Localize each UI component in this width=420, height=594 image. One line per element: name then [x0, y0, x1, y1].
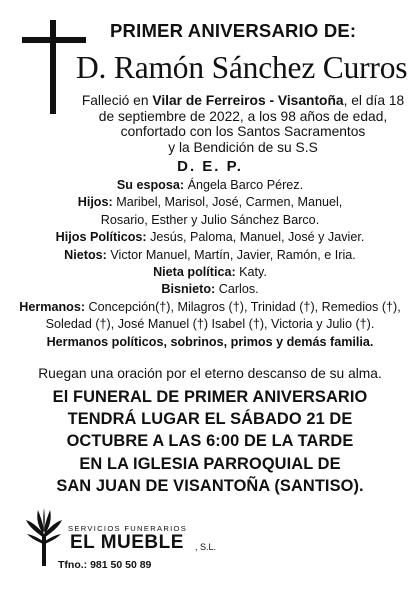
logo-company-name: EL MUEBLE: [70, 532, 184, 553]
family-names: Katy.: [235, 265, 267, 280]
family-names: Concepción(†), Milagros (†), Trinidad (†), Remedios (†),: [85, 299, 401, 314]
place-of-death: Vilar de Ferreiros - Visantoña: [152, 93, 344, 108]
logo-phone: Tfno.: 981 50 50 89: [58, 559, 152, 571]
intro-text: , el día 18: [343, 93, 405, 108]
family-names: Rosario, Esther y Julio Sánchez Barco.: [100, 212, 320, 227]
family-label: Hijos Políticos:: [55, 230, 147, 245]
family-row-hermanos-cont: [8, 316, 412, 333]
family-row-nieta: [8, 264, 412, 281]
family-names: Jesús, Paloma, Manuel, José y Javier.: [146, 230, 365, 245]
prayer-request: Ruegan una oración por el eterno descanso de su alma.: [38, 366, 382, 381]
family-row-nietos: [8, 247, 412, 264]
family-label: Hijos:: [77, 195, 113, 210]
family-names: Soledad (†), José Manuel (†) Isabel (†), Victoria y Julio (†).: [45, 317, 375, 332]
family-row-esposa: [8, 177, 412, 194]
funeral-line: TENDRÁ LUGAR EL SÁBADO 21 DE: [67, 410, 353, 429]
deceased-name: D. Ramón Sánchez Curros: [76, 50, 408, 85]
family-row-hijos: [8, 194, 412, 211]
family-list: [8, 177, 412, 351]
family-row-others: Hermanos políticos, sobrinos, primos y demás familia.: [46, 334, 374, 349]
family-label: Bisnieto:: [161, 282, 216, 297]
notice-heading: PRIMER ANIVERSARIO DE:: [110, 20, 357, 41]
logo-company-suffix: , S.L.: [195, 542, 217, 552]
funeral-line: EN LA IGLESIA PARROQUIAL DE: [79, 454, 341, 473]
dep-title: D. E. P.: [177, 158, 243, 175]
family-names: Ángela Barco Pérez.: [184, 178, 304, 192]
intro-text: y la Bendición de su S.S: [168, 139, 318, 155]
funeral-line: OCTUBRE A LAS 6:00 DE LA TARDE: [66, 432, 354, 451]
death-details: [78, 93, 408, 155]
funeral-announcement: [0, 386, 420, 497]
funeral-line: El FUNERAL DE PRIMER ANIVERSARIO: [52, 388, 368, 406]
family-row-hijos-cont: [8, 212, 412, 229]
logo-services-text: SERVICIOS FUNERARIOS: [68, 524, 188, 533]
intro-text: confortado con los Santos Sacramentos: [120, 124, 366, 140]
family-names: Victor Manuel, Martín, Javier, Ramón, e Iria.: [106, 247, 356, 262]
family-row-hermanos: [8, 299, 412, 316]
family-label: Nieta política:: [153, 265, 236, 280]
intro-text: Falleció en: [81, 93, 153, 108]
family-label: Su esposa:: [116, 178, 185, 192]
family-row-bisnieto: [8, 281, 412, 298]
intro-text: de septiembre de 2022, a los 98 años de edad,: [98, 108, 388, 124]
family-row-politicos: [8, 229, 412, 246]
family-label: Hermanos:: [19, 299, 86, 314]
family-names: Maribel, Marisol, José, Carmen, Manuel,: [112, 195, 343, 210]
family-names: Carlos.: [215, 282, 259, 297]
funeral-line: SAN JUAN DE VISANTOÑA (SANTISO).: [56, 476, 364, 495]
family-label: Nietos:: [64, 247, 107, 262]
